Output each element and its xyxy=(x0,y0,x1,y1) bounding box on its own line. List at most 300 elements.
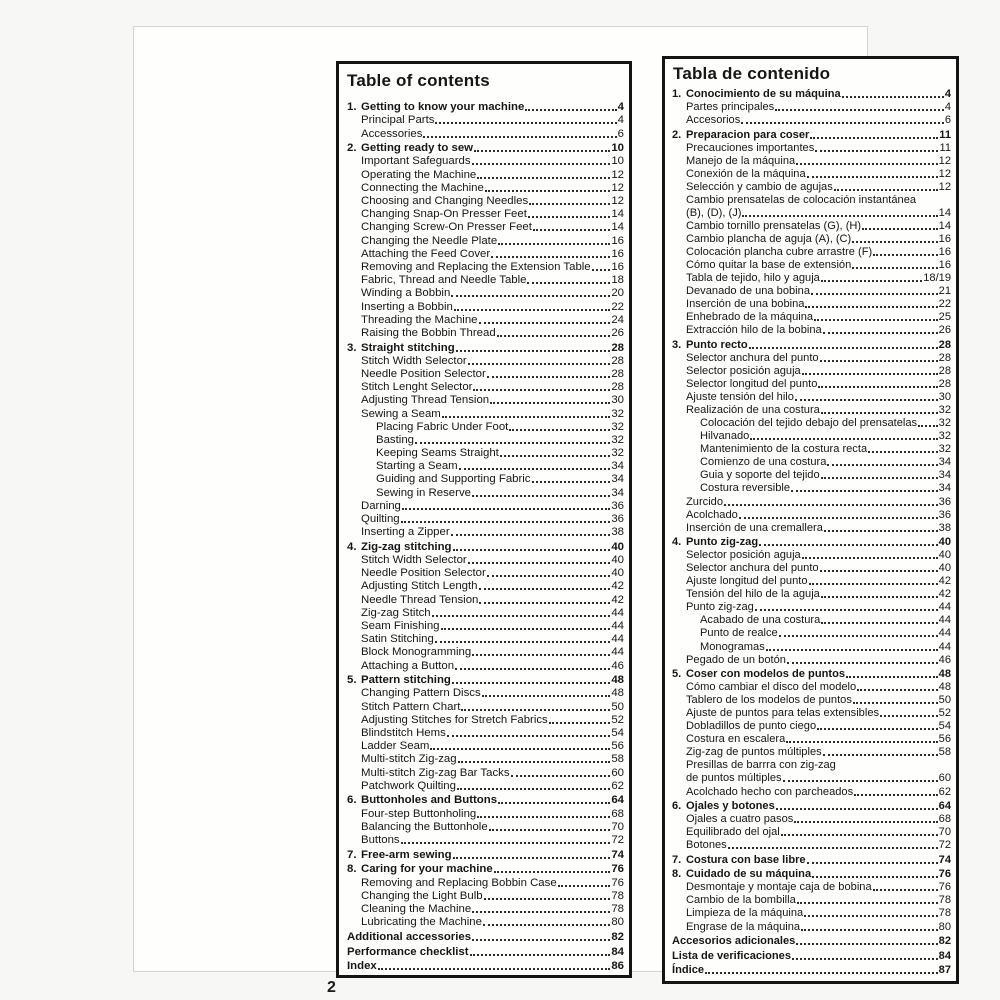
toc-entry xyxy=(671,639,951,652)
toc-entry-label: Cleaning the Machine xyxy=(361,902,472,915)
toc-entry xyxy=(345,512,624,525)
toc-entry xyxy=(345,393,624,406)
toc-entry-page: 14 xyxy=(938,220,951,233)
toc-entry xyxy=(671,338,951,351)
toc-entry-page: 28 xyxy=(611,367,624,380)
toc-entry-label: (B), (D), (J) xyxy=(686,206,742,219)
toc-entry-label: Costura con base libre xyxy=(686,853,806,866)
toc-entry-page: 84 xyxy=(611,945,624,958)
toc-dot-leader xyxy=(479,602,610,604)
toc-entry-page: 62 xyxy=(938,785,951,798)
toc-entry-page: 16 xyxy=(938,246,951,259)
toc-entry xyxy=(345,726,624,739)
toc-entry-page: 34 xyxy=(938,469,951,482)
toc-entry xyxy=(345,540,624,553)
toc-dot-leader xyxy=(451,295,610,297)
toc-entry-page: 32 xyxy=(611,433,624,446)
toc-entry-label: Cómo cambiar el disco del modelo xyxy=(686,681,857,694)
toc-entry-page: 44 xyxy=(611,606,624,619)
toc-entry xyxy=(345,154,624,167)
toc-entry-label: Adjusting Stitch Length xyxy=(361,580,478,593)
toc-entry-label: Colocación del tejido debajo del prensatelas xyxy=(700,417,918,430)
toc-entry xyxy=(671,812,951,825)
toc-dot-leader xyxy=(815,150,938,152)
toc-entry-page: 32 xyxy=(938,404,951,417)
toc-entry-label: Darning xyxy=(361,499,401,512)
toc-entry-label: Basting xyxy=(376,433,414,446)
toc-entry xyxy=(671,934,951,947)
toc-entry xyxy=(671,521,951,534)
toc-dot-leader xyxy=(474,150,610,152)
toc-entry-number: 5. xyxy=(672,668,682,681)
toc-entry-label: Lubricating the Machine xyxy=(361,916,482,929)
toc-entry xyxy=(671,600,951,613)
toc-entry-label: Cambio tornillo prensatelas (G), (H) xyxy=(686,220,862,233)
toc-dot-leader xyxy=(880,715,938,717)
toc-entry-page: 78 xyxy=(938,907,951,920)
toc-entry xyxy=(671,113,951,126)
toc-dot-leader xyxy=(484,898,611,900)
toc-entry-page: 28 xyxy=(938,338,951,351)
toc-dot-leader xyxy=(453,857,611,859)
toc-entry xyxy=(671,838,951,851)
toc-entry-page: 11 xyxy=(939,141,951,154)
toc-entry-number: 5. xyxy=(347,674,357,687)
toc-entry-label: Selector anchura del punto xyxy=(686,562,819,575)
toc-entry-label: de puntos múltiples xyxy=(686,772,782,785)
toc-entry-page: 44 xyxy=(938,627,951,640)
toc-dot-leader xyxy=(797,902,938,904)
toc-entry-page: 34 xyxy=(938,456,951,469)
toc-entry xyxy=(345,525,624,538)
toc-entry xyxy=(345,739,624,752)
toc-entry xyxy=(345,420,624,433)
toc-entry xyxy=(345,326,624,339)
toc-entry xyxy=(345,820,624,833)
toc-entry-label: Inserción de una cremallera xyxy=(686,521,823,534)
toc-entry-label: Block Monogramming xyxy=(361,646,472,659)
toc-entry-page: 6 xyxy=(617,127,624,140)
toc-dot-leader xyxy=(452,682,610,684)
toc-entry xyxy=(671,963,951,976)
toc-entry-page: 16 xyxy=(938,233,951,246)
toc-dot-leader xyxy=(749,347,938,349)
toc-entry-number: 6. xyxy=(672,800,682,813)
toc-dot-leader xyxy=(498,802,610,804)
toc-entry xyxy=(345,579,624,592)
toc-dot-leader xyxy=(477,816,610,818)
toc-entry-page: 44 xyxy=(611,620,624,632)
toc-dot-leader xyxy=(776,808,938,810)
toc-entry-label: Seam Finishing xyxy=(361,620,440,632)
toc-entry xyxy=(671,494,951,507)
toc-entry-label: Selector longitud del punto xyxy=(686,378,818,391)
toc-entry xyxy=(345,113,624,126)
toc-entry xyxy=(345,472,624,485)
toc-dot-leader xyxy=(818,386,937,388)
toc-entry xyxy=(345,260,624,273)
toc-entry-label: Limpieza de la máquina xyxy=(686,907,804,920)
toc-dot-leader xyxy=(724,504,938,506)
toc-entry-page: 28 xyxy=(938,351,951,364)
toc-entry-label: Four-step Buttonholing xyxy=(361,807,477,820)
toc-entry-page: 34 xyxy=(611,473,624,486)
toc-entry-number: 2. xyxy=(347,142,357,155)
toc-dot-leader xyxy=(402,508,610,510)
toc-entry-label: Sewing a Seam xyxy=(361,407,441,420)
toc-entry-page: 18 xyxy=(611,274,624,287)
toc-entry-page: 10 xyxy=(611,155,624,168)
toc-dot-leader xyxy=(447,735,611,737)
toc-entry-page: 16 xyxy=(611,234,624,247)
toc-entry-page: 72 xyxy=(611,834,624,846)
toc-entry-page: 68 xyxy=(611,807,624,820)
toc-entry-label: Ojales a cuatro pasos xyxy=(686,813,794,826)
toc-entry xyxy=(345,765,624,778)
toc-entry xyxy=(671,853,951,866)
toc-entry-page: 34 xyxy=(938,482,951,495)
toc-entry xyxy=(345,181,624,194)
toc-entry-page: 36 xyxy=(938,508,951,521)
toc-entry-page: 48 xyxy=(938,681,951,694)
toc-entry xyxy=(671,919,951,932)
toc-entry-page: 11 xyxy=(939,128,951,141)
toc-entry-label: Comienzo de una costura xyxy=(700,456,827,469)
toc-entry-page: 32 xyxy=(938,430,951,443)
toc-entry xyxy=(671,758,951,771)
toc-entry-label: Needle Position Selector xyxy=(361,367,486,380)
toc-entry-label: Index xyxy=(347,960,377,973)
toc-entry-label: Costura en escalera xyxy=(686,733,786,746)
toc-entry-page: 32 xyxy=(611,420,624,433)
toc-dot-leader xyxy=(472,911,610,913)
toc-dot-leader xyxy=(500,455,610,457)
toc-entry xyxy=(345,902,624,915)
toc-dot-leader xyxy=(823,332,938,334)
toc-entry-label: Starting a Seam xyxy=(376,460,458,473)
toc-entry-label: Selector posición aguja xyxy=(686,549,801,562)
toc-entry-page: 30 xyxy=(611,394,624,407)
toc-entry-page: 42 xyxy=(611,593,624,606)
toc-entry-label: Quilting xyxy=(361,513,400,525)
toc-entry-label: Manejo de la máquina xyxy=(686,154,796,167)
toc-entry xyxy=(345,779,624,792)
toc-entry-number: 6. xyxy=(347,794,357,807)
toc-entry-page: 46 xyxy=(611,659,624,672)
toc-entry-page: 44 xyxy=(611,646,624,659)
toc-entry-page: 36 xyxy=(938,495,951,508)
toc-entry-label: Enhebrado de la máquina xyxy=(686,311,814,324)
toc-entry xyxy=(671,880,951,893)
toc-entry xyxy=(671,219,951,232)
toc-entry-label: Realización de una costura xyxy=(686,404,820,417)
toc-dot-leader xyxy=(810,137,938,139)
toc-entry-label: Engrase de la máquina xyxy=(686,920,801,933)
toc-entry-page: 16 xyxy=(938,259,951,272)
toc-dot-leader xyxy=(470,954,611,956)
toc-dot-leader xyxy=(787,662,938,664)
toc-entry-label: Adjusting Thread Tension xyxy=(361,394,490,407)
toc-entry-label: Conocimiento de su máquina xyxy=(686,88,841,101)
toc-dot-leader xyxy=(846,676,938,678)
toc-entry-label: Getting to know your machine xyxy=(361,101,525,114)
toc-dot-leader xyxy=(423,136,616,138)
toc-entry-label: Colocación plancha cubre arrastre (F) xyxy=(686,246,873,259)
toc-entry-page: 64 xyxy=(611,794,624,807)
toc-entry-label: Patchwork Quilting xyxy=(361,779,456,792)
toc-entry xyxy=(671,403,951,416)
toc-entry-label: Presillas de barrra con zig-zag xyxy=(686,759,836,772)
toc-dot-leader xyxy=(459,468,611,470)
toc-entry xyxy=(671,351,951,364)
toc-entry-page: 44 xyxy=(611,633,624,646)
toc-entry-label: Stitch Lenght Selector xyxy=(361,381,473,394)
toc-dot-leader xyxy=(786,741,937,743)
toc-dot-leader xyxy=(794,821,937,823)
toc-entry xyxy=(671,416,951,429)
toc-entry xyxy=(345,752,624,765)
toc-entry-page: 52 xyxy=(611,713,624,726)
toc-entries-english xyxy=(345,100,624,972)
toc-entry-label: Tabla de tejido, hilo y aguja xyxy=(686,272,820,285)
toc-entry-label: Accesorios xyxy=(686,114,741,127)
toc-entry-page: 42 xyxy=(938,575,951,588)
toc-dot-leader xyxy=(759,544,938,546)
toc-entry xyxy=(671,561,951,574)
toc-entry-page: 26 xyxy=(938,324,951,337)
toc-dot-leader xyxy=(456,350,611,352)
toc-entry xyxy=(345,833,624,846)
toc-entry-page: 72 xyxy=(938,839,951,852)
toc-entry xyxy=(671,825,951,838)
toc-dot-leader xyxy=(549,722,611,724)
toc-entry-label: Stitch Width Selector xyxy=(361,554,467,567)
toc-entry-label: Acabado de una costura xyxy=(700,614,821,627)
toc-entry-label: Inserting a Zipper xyxy=(361,526,450,539)
toc-entry xyxy=(671,574,951,587)
toc-entry-page: 80 xyxy=(611,916,624,929)
toc-entry-label: Punto zig-zag xyxy=(686,536,759,549)
toc-entry-page: 26 xyxy=(611,326,624,339)
toc-dot-leader xyxy=(821,596,938,598)
toc-entry xyxy=(345,380,624,393)
toc-entry xyxy=(671,626,951,639)
toc-entry-label: Choosing and Changing Needles xyxy=(361,195,529,207)
toc-entry-page: 58 xyxy=(938,746,951,759)
toc-dot-leader xyxy=(525,109,616,111)
toc-entry-page: 50 xyxy=(611,700,624,713)
toc-entry-label: Connecting the Machine xyxy=(361,181,484,194)
toc-dot-leader xyxy=(558,885,611,887)
toc-entry-page: 21 xyxy=(938,285,951,298)
toc-dot-leader xyxy=(497,335,611,337)
toc-entry-label: Botones xyxy=(686,839,727,852)
toc-entry-page: 14 xyxy=(611,221,624,234)
toc-entry xyxy=(671,167,951,180)
toc-entry-label: Placing Fabric Under Foot xyxy=(376,420,509,433)
toc-dot-leader xyxy=(401,842,611,844)
toc-entry-number: 3. xyxy=(672,338,682,351)
toc-entry xyxy=(671,128,951,141)
toc-entry-label: Caring for your machine xyxy=(361,863,493,876)
toc-entry-label: Cuidado de su máquina xyxy=(686,868,812,881)
toc-entry xyxy=(671,455,951,468)
toc-entry-page: 4 xyxy=(617,101,624,114)
toc-dot-leader xyxy=(796,163,937,165)
toc-entry-page: 44 xyxy=(938,640,951,653)
toc-dot-leader xyxy=(741,122,944,124)
toc-entry-page: 14 xyxy=(938,206,951,219)
toc-entry-page: 28 xyxy=(611,354,624,367)
toc-dot-leader xyxy=(791,490,938,492)
toc-entry xyxy=(345,875,624,888)
toc-entry xyxy=(671,693,951,706)
toc-entry xyxy=(671,906,951,919)
toc-entry-label: Lista de verificaciones xyxy=(672,949,792,962)
toc-dot-leader xyxy=(489,829,611,831)
toc-entry-page: 74 xyxy=(938,853,951,866)
toc-entries-spanish xyxy=(671,87,951,976)
toc-entry-page: 12 xyxy=(938,154,951,167)
toc-entry-number: 8. xyxy=(347,863,357,876)
toc-entry-label: Tablero de los modelos de puntos xyxy=(686,694,852,707)
toc-entry-label: Zig-zag stitching xyxy=(361,540,452,553)
toc-dot-leader xyxy=(812,876,938,878)
toc-dot-leader xyxy=(809,583,938,585)
toc-entry xyxy=(345,340,624,353)
toc-dot-leader xyxy=(807,176,938,178)
toc-dot-leader xyxy=(821,477,938,479)
toc-entry-label: Buttonholes and Buttons xyxy=(361,794,498,807)
toc-entry-page: 42 xyxy=(938,588,951,601)
toc-entry-page: 78 xyxy=(611,889,624,902)
toc-entry-page: 34 xyxy=(611,486,624,499)
toc-entry xyxy=(671,429,951,442)
toc-dot-leader xyxy=(821,622,937,624)
toc-dot-leader xyxy=(491,256,610,258)
toc-entry xyxy=(671,706,951,719)
toc-entry xyxy=(671,87,951,100)
toc-entry xyxy=(671,587,951,600)
toc-dot-leader xyxy=(432,615,611,617)
toc-entry-page: 56 xyxy=(938,733,951,746)
toc-entry-number: 8. xyxy=(672,868,682,881)
toc-entry xyxy=(671,258,951,271)
toc-dot-leader xyxy=(873,254,937,256)
toc-entry-page: 16 xyxy=(611,247,624,260)
toc-dot-leader xyxy=(494,871,611,873)
toc-entry xyxy=(671,893,951,906)
toc-entry-page: 87 xyxy=(938,964,951,977)
toc-dot-leader xyxy=(852,267,937,269)
toc-dot-leader xyxy=(802,373,938,375)
toc-dot-leader xyxy=(509,429,610,431)
toc-entry-label: Selector anchura del punto xyxy=(686,351,819,364)
toc-entry xyxy=(345,645,624,658)
toc-entry xyxy=(671,323,951,336)
toc-dot-leader xyxy=(868,451,938,453)
toc-entry xyxy=(345,406,624,419)
toc-entry-page: 62 xyxy=(611,779,624,792)
toc-entry xyxy=(671,653,951,666)
toc-dot-leader xyxy=(454,309,611,311)
toc-dot-leader xyxy=(401,521,611,523)
toc-entry-label: Changing Screw-On Presser Feet xyxy=(361,221,532,234)
toc-entry xyxy=(345,273,624,286)
toc-entry-label: Balancing the Buttonhole xyxy=(361,820,488,833)
toc-entry-page: 42 xyxy=(611,580,624,593)
toc-entry-page: 12 xyxy=(938,167,951,180)
toc-entry xyxy=(345,354,624,367)
toc-entry xyxy=(671,232,951,245)
toc-entry-label: Ajuste tensión del hilo xyxy=(686,391,794,404)
toc-entry-label: Acolchado hecho con parcheados xyxy=(686,785,854,798)
toc-entry-page: 34 xyxy=(611,460,624,473)
toc-entry-label: Multi-stitch Zig-zag Bar Tacks xyxy=(361,766,510,779)
toc-entry-page: 12 xyxy=(938,180,951,193)
toc-entry-page: 40 xyxy=(611,554,624,567)
toc-dot-leader xyxy=(498,243,610,245)
toc-entry-page: 76 xyxy=(938,868,951,881)
toc-entry-number: 7. xyxy=(347,848,357,861)
toc-entry-label: Coser con modelos de puntos xyxy=(686,668,846,681)
toc-entry-label: Partes principales xyxy=(686,101,775,114)
toc-entry xyxy=(345,313,624,326)
toc-entry xyxy=(345,247,624,260)
toc-entry-page: 12 xyxy=(611,195,624,207)
toc-box-spanish xyxy=(662,56,959,984)
toc-entry xyxy=(671,297,951,310)
toc-entry-page: 36 xyxy=(611,499,624,512)
toc-dot-leader xyxy=(783,780,938,782)
toc-entry xyxy=(671,799,951,812)
toc-entry-page: 48 xyxy=(611,687,624,700)
toc-entry xyxy=(345,862,624,875)
toc-entry-page: 60 xyxy=(938,772,951,785)
toc-entry-page: 70 xyxy=(611,820,624,833)
scanned-manual-page xyxy=(133,26,951,996)
toc-entry xyxy=(345,446,624,459)
toc-dot-leader xyxy=(472,495,610,497)
toc-entry-number: 4. xyxy=(672,536,682,549)
toc-dot-leader xyxy=(487,376,611,378)
toc-entry-label: Monogramas xyxy=(700,640,765,653)
toc-entry xyxy=(345,141,624,154)
toc-entry-label: Ajuste de puntos para telas extensibles xyxy=(686,707,880,720)
toc-entry-page: 46 xyxy=(938,653,951,666)
toc-entry xyxy=(671,245,951,258)
toc-entry-label: Straight stitching xyxy=(361,341,455,354)
toc-entry-page: 16 xyxy=(611,260,624,273)
toc-entry xyxy=(345,959,624,972)
toc-dot-leader xyxy=(441,628,611,630)
toc-entry xyxy=(345,686,624,699)
toc-dot-leader xyxy=(435,122,616,124)
toc-entry-page: 20 xyxy=(611,287,624,300)
toc-entry-label: Conexión de la máquina xyxy=(686,167,806,180)
toc-entry-page: 38 xyxy=(938,521,951,534)
toc-entry xyxy=(671,867,951,880)
toc-entry xyxy=(671,949,951,962)
toc-dot-leader xyxy=(533,229,610,231)
toc-entry-page: 4 xyxy=(944,88,951,101)
toc-dot-leader xyxy=(529,203,610,205)
toc-entry-page: 58 xyxy=(611,753,624,766)
toc-entry-label: Multi-stitch Zig-zag xyxy=(361,753,457,766)
toc-dot-leader xyxy=(781,834,938,836)
toc-dot-leader xyxy=(472,163,611,165)
toc-entry xyxy=(345,286,624,299)
